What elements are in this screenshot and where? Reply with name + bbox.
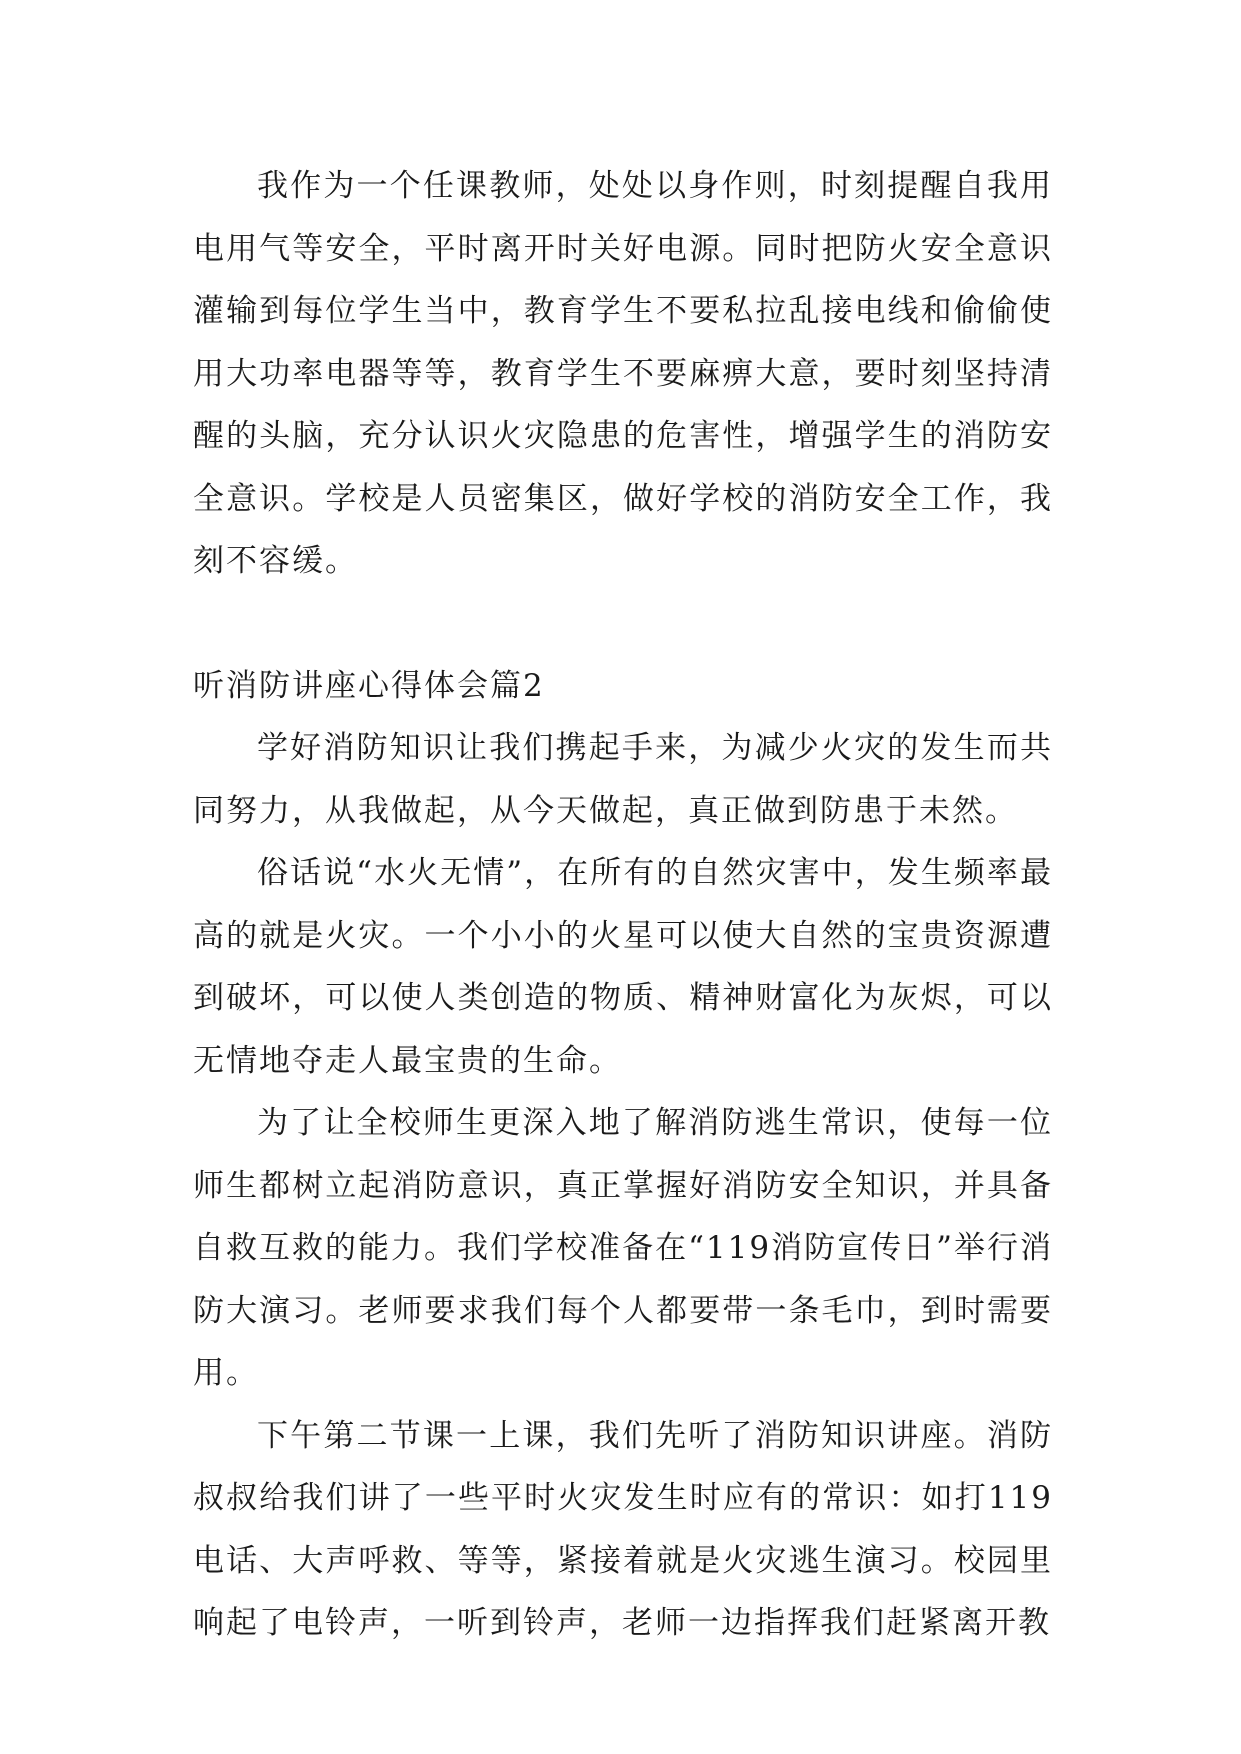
document-body: [193, 155, 1053, 1655]
paragraph-1: 我作为一个任课教师，处处以身作则，时刻提醒自我用电用气等安全，平时离开时关好电源。同时把防火安全意识灌输到每位学生当中，教育学生不要私拉乱接电线和偷偷使用大功率电器等等，教育学生不要麻痹大意，要时刻坚持清醒的头脑，充分认识火灾隐患的危害性，增强学生的消防安全意识。学校是人员密集区，做好学校的消防安全工作，我刻不容缓。: [193, 168, 1053, 579]
paragraph-2: 学好消防知识让我们携起手来，为减少火灾的发生而共同努力，从我做起，从今天做起，真正做到防患于未然。: [193, 730, 1053, 829]
paragraph-3: 俗话说“水火无情”，在所有的自然灾害中，发生频率最高的就是火灾。一个小小的火星可以使大自然的宝贵资源遭到破坏，可以使人类创造的物质、精神财富化为灰烬，可以无情地夺走人最宝贵的生命。: [193, 855, 1053, 1079]
paragraph-5: 下午第二节课一上课，我们先听了消防知识讲座。消防叔叔给我们讲了一些平时火灾发生时应有的常识：如打119电话、大声呼救、等等，紧接着就是火灾逃生演习。校园里响起了电铃声，一听到铃声，老师一边指挥我们赶紧离开教: [193, 1417, 1053, 1641]
section-heading: 听消防讲座心得体会篇2: [193, 667, 545, 704]
paragraph-4: 为了让全校师生更深入地了解消防逃生常识，使每一位师生都树立起消防意识，真正掌握好消防安全知识，并具备自救互救的能力。我们学校准备在“119消防宣传日”举行消防大演习。老师要求我们每个人都要带一条毛巾，到时需要用。: [193, 1105, 1053, 1391]
